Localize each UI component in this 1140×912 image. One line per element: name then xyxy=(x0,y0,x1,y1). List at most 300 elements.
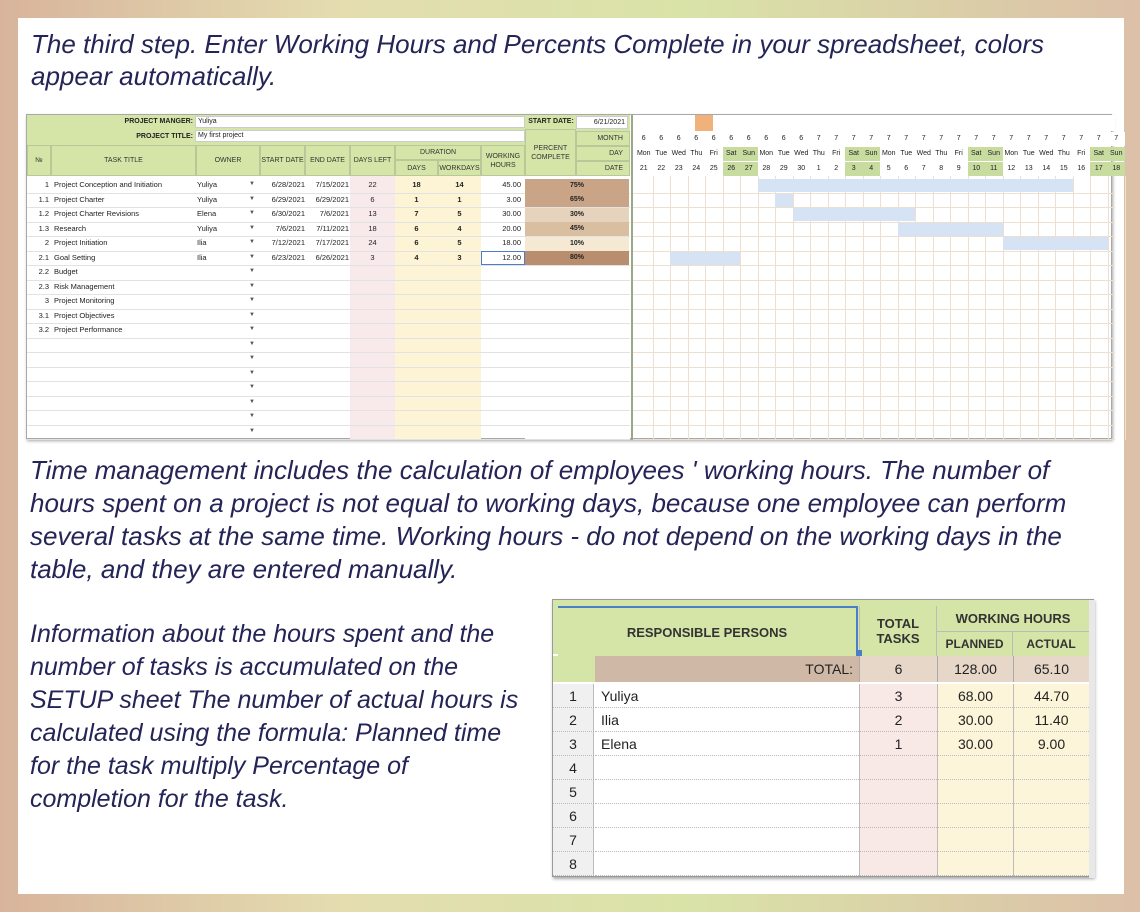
task-days xyxy=(395,294,438,309)
task-working-hours[interactable] xyxy=(481,280,521,295)
task-workdays: 4 xyxy=(457,223,462,233)
task-number: 3.2 xyxy=(38,325,49,334)
task-days xyxy=(395,323,438,338)
row-number: 3 xyxy=(553,732,594,756)
owner-dropdown-icon[interactable]: ▼ xyxy=(249,268,255,274)
row-divider xyxy=(27,425,630,426)
gantt-day-label: Sun xyxy=(985,147,1003,161)
gantt-date-label: 14 xyxy=(1038,162,1056,176)
gantt-date-label: 4 xyxy=(863,162,881,176)
gantt-date-label: 2 xyxy=(828,162,846,176)
task-days-left: 18 xyxy=(368,223,377,233)
gantt-date-label: 3 xyxy=(845,162,863,176)
task-percent-complete[interactable]: 45% xyxy=(525,222,629,236)
row-divider xyxy=(27,439,630,440)
task-days-left xyxy=(350,265,395,280)
task-title[interactable]: Budget xyxy=(54,267,78,276)
task-start-date: 6/23/2021 xyxy=(271,252,305,262)
gantt-month-label: 7 xyxy=(1108,132,1126,146)
gantt-row-line xyxy=(633,280,1115,281)
col-header-percent-complete: PERCENT COMPLETE xyxy=(525,129,576,176)
row-number: 4 xyxy=(553,756,594,780)
total-actual-value: 65.10 xyxy=(1013,656,1089,682)
task-days xyxy=(395,280,438,295)
task-working-hours[interactable] xyxy=(481,309,521,324)
task-title[interactable]: Project Charter xyxy=(54,194,105,204)
gantt-date-label: 27 xyxy=(740,162,758,176)
gantt-day-label: Mon xyxy=(880,147,898,161)
task-days-left xyxy=(350,309,395,324)
task-workdays xyxy=(438,265,481,280)
person-name[interactable]: Ilia xyxy=(595,708,859,732)
task-title[interactable]: Risk Management xyxy=(54,281,115,291)
gantt-bar[interactable] xyxy=(898,223,1003,236)
person-total-tasks[interactable]: 1 xyxy=(859,732,937,756)
task-workdays xyxy=(438,323,481,338)
actual-header: ACTUAL xyxy=(1013,632,1089,656)
person-total-tasks[interactable] xyxy=(859,852,937,876)
content-card xyxy=(18,18,1124,894)
owner-dropdown-icon[interactable]: ▼ xyxy=(249,413,255,419)
gantt-day-label: Sat xyxy=(1090,147,1108,161)
person-planned-hours[interactable]: 30.00 xyxy=(937,708,1013,732)
task-end-date: 7/11/2021 xyxy=(316,223,349,233)
active-cell-selection[interactable] xyxy=(481,251,525,266)
gantt-row-line xyxy=(633,367,1115,368)
task-days: 1 xyxy=(414,194,419,204)
row-number: 5 xyxy=(553,780,594,804)
row-number: 7 xyxy=(553,828,594,852)
owner-dropdown-icon[interactable]: ▼ xyxy=(249,253,255,260)
gantt-date-label: 15 xyxy=(1055,162,1073,176)
gantt-date-label: 21 xyxy=(635,162,653,176)
gantt-date-label: 22 xyxy=(653,162,671,176)
col-header-duration: DURATION xyxy=(395,145,481,160)
owner-dropdown-icon[interactable]: ▼ xyxy=(249,297,255,303)
task-title[interactable]: Project Monitoring xyxy=(54,296,115,305)
owner-dropdown-icon[interactable]: ▼ xyxy=(249,282,255,289)
gantt-day-label: Thu xyxy=(688,147,706,161)
task-title[interactable]: Goal Setting xyxy=(54,252,96,262)
task-start-date xyxy=(260,309,305,324)
task-end-date: 7/17/2021 xyxy=(315,238,349,247)
intro-text: The third step. Enter Working Hours and Percents Complete in your spreadsheet, colors appear automatically. xyxy=(31,29,1045,91)
gantt-date-label: 23 xyxy=(670,162,688,176)
task-title[interactable]: Project Initiation xyxy=(54,238,108,247)
person-planned-hours[interactable] xyxy=(937,852,1013,876)
gantt-row-line xyxy=(633,193,1115,194)
col-header-no: № xyxy=(27,145,51,176)
task-working-hours[interactable] xyxy=(481,294,521,309)
person-planned-hours[interactable] xyxy=(937,804,1013,828)
task-owner[interactable]: Yuliya xyxy=(197,223,218,233)
gantt-month-label: 6 xyxy=(740,132,758,146)
start-date-label: START DATE: xyxy=(528,118,574,125)
task-working-hours[interactable]: 30.00 xyxy=(502,209,521,218)
task-number: 3.1 xyxy=(38,310,49,320)
owner-dropdown-icon[interactable]: ▼ xyxy=(249,326,255,332)
person-planned-hours[interactable]: 68.00 xyxy=(937,684,1013,708)
person-actual-hours[interactable] xyxy=(1013,852,1089,876)
person-planned-hours[interactable] xyxy=(937,756,1013,780)
person-total-tasks[interactable]: 3 xyxy=(859,684,937,708)
gantt-day-label: Wed xyxy=(1038,147,1056,161)
col-header-date: DATE xyxy=(576,161,630,176)
person-planned-hours[interactable]: 30.00 xyxy=(937,732,1013,756)
task-owner[interactable] xyxy=(197,309,247,324)
task-days-left xyxy=(350,280,395,295)
owner-dropdown-icon[interactable]: ▼ xyxy=(249,311,255,318)
info-text: Information about the hours spent and the number of tasks is accumulated on the SETUP sheet The number of actual hours is calculated using the formula: Planned time for the task multiply Percentage of completion for the task. xyxy=(30,620,519,813)
gantt-date-label: 12 xyxy=(1003,162,1021,176)
task-title[interactable]: Research xyxy=(54,223,87,233)
gantt-month-label: 7 xyxy=(915,132,933,146)
task-working-hours[interactable] xyxy=(481,323,521,338)
gantt-month-label: 6 xyxy=(793,132,811,146)
gantt-month-label: 7 xyxy=(933,132,951,146)
owner-dropdown-icon[interactable]: ▼ xyxy=(249,340,255,347)
person-name[interactable]: Yuliya xyxy=(595,684,859,708)
task-days-left: 24 xyxy=(368,238,377,247)
task-end-date xyxy=(305,323,349,338)
person-actual-hours[interactable] xyxy=(1013,780,1089,804)
owner-dropdown-icon[interactable]: ▼ xyxy=(249,224,255,231)
gantt-month-label: 7 xyxy=(1073,132,1091,146)
task-owner[interactable] xyxy=(197,294,247,309)
gantt-date-label: 8 xyxy=(933,162,951,176)
gantt-bar[interactable] xyxy=(1003,237,1108,250)
task-days-left: 3 xyxy=(370,252,375,262)
task-days: 6 xyxy=(414,223,419,233)
row-divider xyxy=(27,367,630,368)
gantt-day-label: Thu xyxy=(933,147,951,161)
owner-dropdown-icon[interactable]: ▼ xyxy=(249,398,255,405)
task-workdays: 14 xyxy=(455,180,464,189)
owner-dropdown-icon[interactable]: ▼ xyxy=(249,427,255,434)
task-start-date xyxy=(260,265,305,280)
task-working-hours[interactable]: 3.00 xyxy=(506,194,521,204)
task-start-date xyxy=(260,294,305,309)
task-percent-complete[interactable]: 10% xyxy=(525,237,629,251)
gantt-day-label: Wed xyxy=(793,147,811,161)
gantt-day-label: Tue xyxy=(1020,147,1038,161)
task-owner[interactable]: Ilia xyxy=(197,238,207,247)
person-name[interactable] xyxy=(595,780,859,804)
person-name[interactable] xyxy=(595,828,859,852)
total-planned-value: 128.00 xyxy=(937,656,1013,682)
gantt-date-label: 6 xyxy=(898,162,916,176)
gantt-month-label: 7 xyxy=(968,132,986,146)
project-title-field[interactable]: My first project xyxy=(195,130,525,142)
gantt-day-label: Mon xyxy=(1003,147,1021,161)
person-actual-hours[interactable]: 44.70 xyxy=(1013,684,1089,708)
task-working-hours[interactable]: 18.00 xyxy=(502,238,521,247)
gantt-date-label: 28 xyxy=(758,162,776,176)
gantt-date-label: 29 xyxy=(775,162,793,176)
person-planned-hours[interactable] xyxy=(937,828,1013,852)
gantt-month-label: 7 xyxy=(950,132,968,146)
gantt-day-label: Tue xyxy=(898,147,916,161)
task-end-date xyxy=(305,280,349,295)
task-number: 1.3 xyxy=(38,223,49,233)
owner-dropdown-icon[interactable]: ▼ xyxy=(249,384,255,390)
col-header-owner: OWNER xyxy=(196,145,260,176)
person-total-tasks[interactable] xyxy=(859,828,937,852)
col-header-end-date: END DATE xyxy=(305,145,350,176)
gantt-day-label: Sun xyxy=(863,147,881,161)
task-title[interactable]: Project Objectives xyxy=(54,310,115,320)
col-header-task-title: TASK TITLE xyxy=(51,145,196,176)
gantt-row-line xyxy=(633,265,1115,266)
task-owner[interactable] xyxy=(197,323,247,338)
owner-dropdown-icon[interactable]: ▼ xyxy=(249,239,255,245)
gantt-month-label: 7 xyxy=(863,132,881,146)
start-date-field[interactable]: 6/21/2021 xyxy=(576,116,628,129)
row-number: 8 xyxy=(553,852,594,876)
task-start-date: 6/29/2021 xyxy=(271,194,305,204)
task-days-left xyxy=(350,294,395,309)
task-percent-complete[interactable]: 30% xyxy=(525,208,629,222)
task-end-date: 6/26/2021 xyxy=(315,252,349,262)
task-end-date: 7/6/2021 xyxy=(319,209,349,218)
gantt-month-label: 7 xyxy=(985,132,1003,146)
gantt-date-label: 10 xyxy=(968,162,986,176)
owner-dropdown-icon[interactable]: ▼ xyxy=(249,355,255,361)
gantt-day-label: Sun xyxy=(1108,147,1126,161)
task-days-left: 13 xyxy=(368,209,377,218)
planned-header: PLANNED xyxy=(937,632,1013,656)
task-end-date xyxy=(305,265,349,280)
gantt-chart xyxy=(631,115,1123,440)
responsible-persons-header: RESPONSIBLE PERSONS xyxy=(558,606,858,656)
gantt-month-label: 7 xyxy=(1055,132,1073,146)
gantt-bar[interactable] xyxy=(793,208,916,221)
task-start-date: 6/28/2021 xyxy=(271,180,305,189)
setup-spreadsheet xyxy=(552,599,1094,877)
task-start-date: 7/12/2021 xyxy=(271,238,305,247)
project-manager-field[interactable]: Yuliya xyxy=(195,116,525,128)
col-header-working-hours: WORKING HOURS xyxy=(481,145,525,176)
gantt-month-label: 7 xyxy=(828,132,846,146)
task-number: 2.1 xyxy=(38,252,49,262)
task-working-hours[interactable]: 45.00 xyxy=(502,180,521,189)
task-start-date xyxy=(260,280,305,295)
gantt-day-label: Sat xyxy=(968,147,986,161)
task-number: 2.2 xyxy=(38,267,49,276)
task-owner[interactable]: Ilia xyxy=(197,252,207,262)
col-header-day: DAY xyxy=(576,146,630,161)
person-actual-hours[interactable] xyxy=(1013,804,1089,828)
person-total-tasks[interactable]: 2 xyxy=(859,708,937,732)
row-divider xyxy=(27,338,630,339)
gantt-date-label: 13 xyxy=(1020,162,1038,176)
gantt-month-label: 7 xyxy=(1090,132,1108,146)
gantt-date-label: 9 xyxy=(950,162,968,176)
task-number: 1 xyxy=(44,180,49,189)
task-days: 4 xyxy=(414,252,419,262)
person-actual-hours[interactable] xyxy=(1013,828,1089,852)
gantt-day-label: Thu xyxy=(810,147,828,161)
person-name[interactable] xyxy=(595,852,859,876)
gantt-day-label: Wed xyxy=(915,147,933,161)
task-owner[interactable] xyxy=(197,265,247,280)
task-working-hours[interactable]: 20.00 xyxy=(502,223,521,233)
gantt-day-label: Wed xyxy=(670,147,688,161)
owner-dropdown-icon[interactable]: ▼ xyxy=(249,181,255,187)
gantt-date-label: 11 xyxy=(985,162,1003,176)
total-tasks-header: TOTAL TASKS xyxy=(859,606,937,656)
gantt-month-label: 6 xyxy=(705,132,723,146)
gantt-date-label: 24 xyxy=(688,162,706,176)
gantt-day-label: Fri xyxy=(1073,147,1091,161)
row-divider xyxy=(27,410,630,411)
task-owner[interactable]: Yuliya xyxy=(197,180,218,189)
gantt-day-label: Sat xyxy=(723,147,741,161)
task-days xyxy=(395,265,438,280)
task-title[interactable]: Project Charter Revisions xyxy=(54,209,140,218)
task-owner[interactable] xyxy=(197,280,247,295)
gantt-month-label: 6 xyxy=(688,132,706,146)
gantt-month-label: 6 xyxy=(758,132,776,146)
task-end-date: 7/15/2021 xyxy=(315,180,349,189)
gantt-day-label: Sat xyxy=(845,147,863,161)
task-number: 3 xyxy=(44,296,49,305)
gantt-month-label: 7 xyxy=(810,132,828,146)
person-actual-hours[interactable]: 11.40 xyxy=(1013,708,1089,732)
gantt-row-line xyxy=(633,222,1115,223)
task-workdays xyxy=(438,280,481,295)
person-actual-hours[interactable] xyxy=(1013,756,1089,780)
task-working-hours[interactable]: 12.00 xyxy=(502,252,521,262)
gantt-month-label: 6 xyxy=(653,132,671,146)
task-table xyxy=(27,115,630,440)
person-actual-hours[interactable]: 9.00 xyxy=(1013,732,1089,756)
gantt-month-label: 6 xyxy=(723,132,741,146)
task-number: 2 xyxy=(44,238,49,247)
task-start-date: 7/6/2021 xyxy=(275,223,305,233)
time-management-text: Time management includes the calculation of employees ' working hours. The number of hours spent on a project is not equal to working days, because one employee can perform several tasks at the same time. Working hours - do not depend on the working days in the table, and they are entered manually. xyxy=(30,455,1067,584)
gantt-day-label: Fri xyxy=(705,147,723,161)
task-number: 1.2 xyxy=(38,209,49,218)
gantt-month-label: 6 xyxy=(635,132,653,146)
gantt-row-line xyxy=(633,425,1115,426)
task-number: 1.1 xyxy=(38,194,49,204)
task-workdays: 1 xyxy=(457,194,462,204)
gantt-day-label: Tue xyxy=(653,147,671,161)
total-row-corner xyxy=(553,656,595,682)
gantt-row-line xyxy=(633,338,1115,339)
task-title[interactable]: Project Performance xyxy=(54,325,123,334)
task-workdays: 5 xyxy=(457,238,462,247)
gantt-day-label: Sun xyxy=(740,147,758,161)
gantt-date-label: 5 xyxy=(880,162,898,176)
person-total-tasks[interactable] xyxy=(859,756,937,780)
gantt-row-line xyxy=(633,410,1115,411)
col-header-days-left: DAYS LEFT xyxy=(350,145,395,176)
col-header-workdays: WORKDAYS xyxy=(438,160,481,176)
person-total-tasks[interactable] xyxy=(859,804,937,828)
task-owner[interactable]: Elena xyxy=(197,209,217,218)
gantt-day-label: Fri xyxy=(950,147,968,161)
gantt-day-label: Mon xyxy=(758,147,776,161)
owner-dropdown-icon[interactable]: ▼ xyxy=(249,210,255,216)
task-days: 7 xyxy=(414,209,419,218)
gantt-bar[interactable] xyxy=(670,252,740,265)
task-percent-complete[interactable]: 80% xyxy=(525,251,629,265)
total-label: TOTAL: xyxy=(595,656,859,682)
row-number: 2 xyxy=(553,708,594,732)
row-divider xyxy=(27,352,630,353)
gantt-spreadsheet xyxy=(26,114,1123,439)
gantt-row-line xyxy=(633,381,1115,382)
task-workdays: 3 xyxy=(457,252,462,262)
task-number: 2.3 xyxy=(38,281,49,291)
gantt-day-label: Tue xyxy=(775,147,793,161)
gantt-date-label: 16 xyxy=(1073,162,1091,176)
col-header-start-date: START DATE xyxy=(260,145,305,176)
gantt-row-line xyxy=(633,309,1115,310)
task-owner[interactable]: Yuliya xyxy=(197,194,218,204)
person-name[interactable] xyxy=(595,756,859,780)
gantt-row-line xyxy=(633,439,1115,440)
gantt-date-label: 26 xyxy=(723,162,741,176)
task-days: 6 xyxy=(414,238,419,247)
gantt-col-line xyxy=(1125,176,1126,440)
person-total-tasks[interactable] xyxy=(859,780,937,804)
task-days: 18 xyxy=(412,180,421,189)
row-number: 1 xyxy=(553,684,594,708)
task-days xyxy=(395,309,438,324)
gantt-bar[interactable] xyxy=(775,194,793,207)
owner-dropdown-icon[interactable]: ▼ xyxy=(249,195,255,202)
task-workdays xyxy=(438,309,481,324)
col-header-days: DAYS xyxy=(395,160,438,176)
gantt-day-label: Mon xyxy=(635,147,653,161)
person-name[interactable] xyxy=(595,804,859,828)
gantt-row-line xyxy=(633,294,1115,295)
task-end-date xyxy=(305,309,349,324)
setup-scroll-edge xyxy=(1089,600,1095,878)
gantt-month-label: 7 xyxy=(1003,132,1021,146)
task-title[interactable]: Project Conception and Initiation xyxy=(54,180,162,189)
gantt-bar[interactable] xyxy=(758,179,1073,192)
today-marker xyxy=(695,115,713,131)
gantt-month-label: 7 xyxy=(898,132,916,146)
task-days-left: 22 xyxy=(368,180,377,189)
gantt-row-line xyxy=(633,352,1115,353)
task-working-hours[interactable] xyxy=(481,265,521,280)
task-percent-complete[interactable]: 65% xyxy=(525,193,629,207)
person-planned-hours[interactable] xyxy=(937,780,1013,804)
gantt-month-label: 7 xyxy=(845,132,863,146)
task-percent-complete[interactable]: 75% xyxy=(525,179,629,193)
task-start-date: 6/30/2021 xyxy=(271,209,305,218)
owner-dropdown-icon[interactable]: ▼ xyxy=(249,369,255,376)
gantt-date-label: 25 xyxy=(705,162,723,176)
task-workdays: 5 xyxy=(457,209,462,218)
task-end-date xyxy=(305,294,349,309)
gantt-date-label: 1 xyxy=(810,162,828,176)
total-tasks-value: 6 xyxy=(859,656,937,682)
project-title-label: PROJECT TITLE: xyxy=(136,133,193,140)
gantt-date-label: 18 xyxy=(1108,162,1126,176)
row-number: 6 xyxy=(553,804,594,828)
gantt-month-label: 7 xyxy=(1020,132,1038,146)
gantt-date-label: 17 xyxy=(1090,162,1108,176)
task-workdays xyxy=(438,294,481,309)
gantt-month-label: 7 xyxy=(880,132,898,146)
person-name[interactable]: Elena xyxy=(595,732,859,756)
